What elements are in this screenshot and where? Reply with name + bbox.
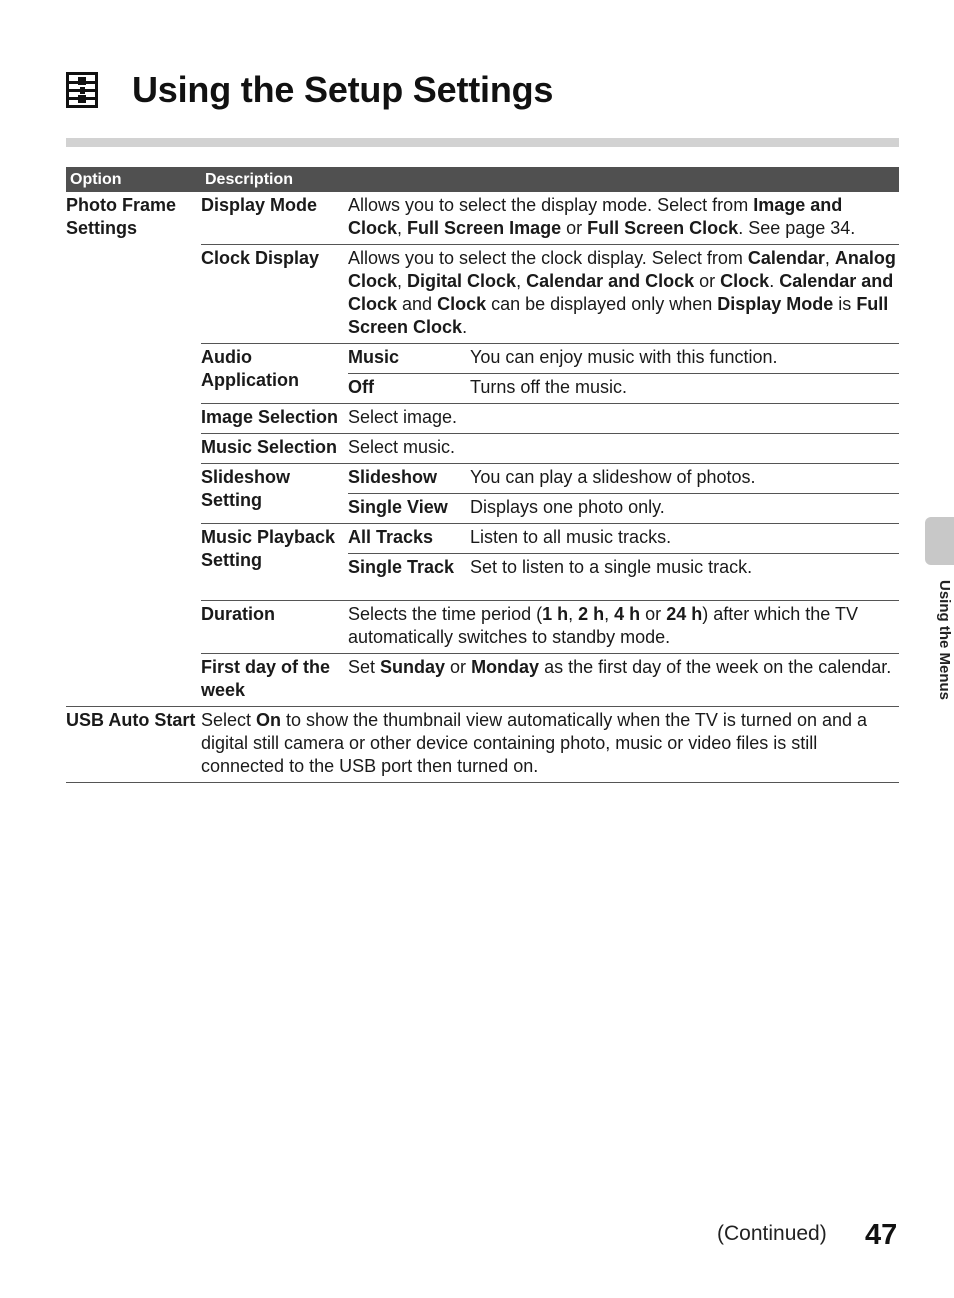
title-row — [66, 66, 553, 114]
single-view-option: Single View — [348, 494, 470, 524]
single-track-option: Single Track — [348, 554, 470, 601]
all-tracks-option: All Tracks — [348, 524, 470, 554]
page-title: Using the Setup Settings — [132, 69, 554, 110]
clock-display-label: Clock Display — [201, 245, 348, 344]
display-mode-label: Display Mode — [201, 195, 318, 215]
audio-application-label: Audio Application — [201, 344, 348, 404]
audio-music-option: Music — [348, 344, 470, 374]
audio-music-description: You can enjoy music with this function. — [470, 344, 899, 374]
first-day-label: First day of the week — [201, 654, 348, 707]
slideshow-option: Slideshow — [348, 464, 470, 494]
image-selection-label: Image Selection — [201, 404, 348, 434]
music-playback-setting-label: Music Playback Setting — [201, 524, 348, 601]
all-tracks-description: Listen to all music tracks. — [470, 524, 899, 554]
table-row — [66, 707, 899, 783]
duration-description: Selects the time period (1 h, 2 h, 4 h or 24 h) after which the TV automatically switches to standby mode. — [348, 601, 899, 654]
music-selection-description: Select music. — [348, 434, 899, 464]
photo-frame-settings-label: Photo Frame Settings — [66, 195, 177, 238]
side-tab-marker — [925, 517, 954, 565]
title-divider — [66, 138, 899, 147]
page-number: 47 — [865, 1219, 898, 1251]
audio-off-description: Turns off the music. — [470, 374, 899, 404]
usb-auto-start-description: Select On to show the thumbnail view automatically when the TV is turned on and a digital still camera or other device containing photo, music or video files is still connected to the USB port then turned on. — [201, 707, 899, 783]
first-day-description: Set Sunday or Monday as the first day of the week on the calendar. — [348, 654, 899, 707]
single-view-description: Displays one photo only. — [470, 494, 899, 524]
slideshow-setting-label: Slideshow Setting — [201, 464, 348, 524]
continued-label: (Continued) — [717, 1222, 827, 1245]
slideshow-description: You can play a slideshow of photos. — [470, 464, 899, 494]
single-track-description: Set to listen to a single music track. — [470, 554, 899, 601]
description-column-header: Description — [201, 167, 899, 192]
setup-settings-icon — [66, 72, 98, 108]
display-mode-description: Allows you to select the display mode. Select from Image and Clock, Full Screen Image or Full Screen Clock. See page 34. — [348, 195, 856, 238]
table-header — [66, 167, 899, 192]
music-selection-label: Music Selection — [201, 434, 348, 464]
duration-label: Duration — [201, 601, 348, 654]
side-tab-label: Using the Menus — [936, 580, 953, 701]
clock-display-description: Allows you to select the clock display. Select from Calendar, Analog Clock, Digital Clock, Calendar and Clock or Clock. Calendar and Clock and Clock can be displayed only when Display Mode is Full Screen Clock. — [348, 245, 899, 344]
settings-table — [66, 167, 899, 783]
option-column-header: Option — [66, 167, 201, 192]
table-row — [66, 192, 899, 245]
usb-auto-start-label: USB Auto Start — [66, 707, 201, 783]
audio-off-option: Off — [348, 374, 470, 404]
image-selection-description: Select image. — [348, 404, 899, 434]
